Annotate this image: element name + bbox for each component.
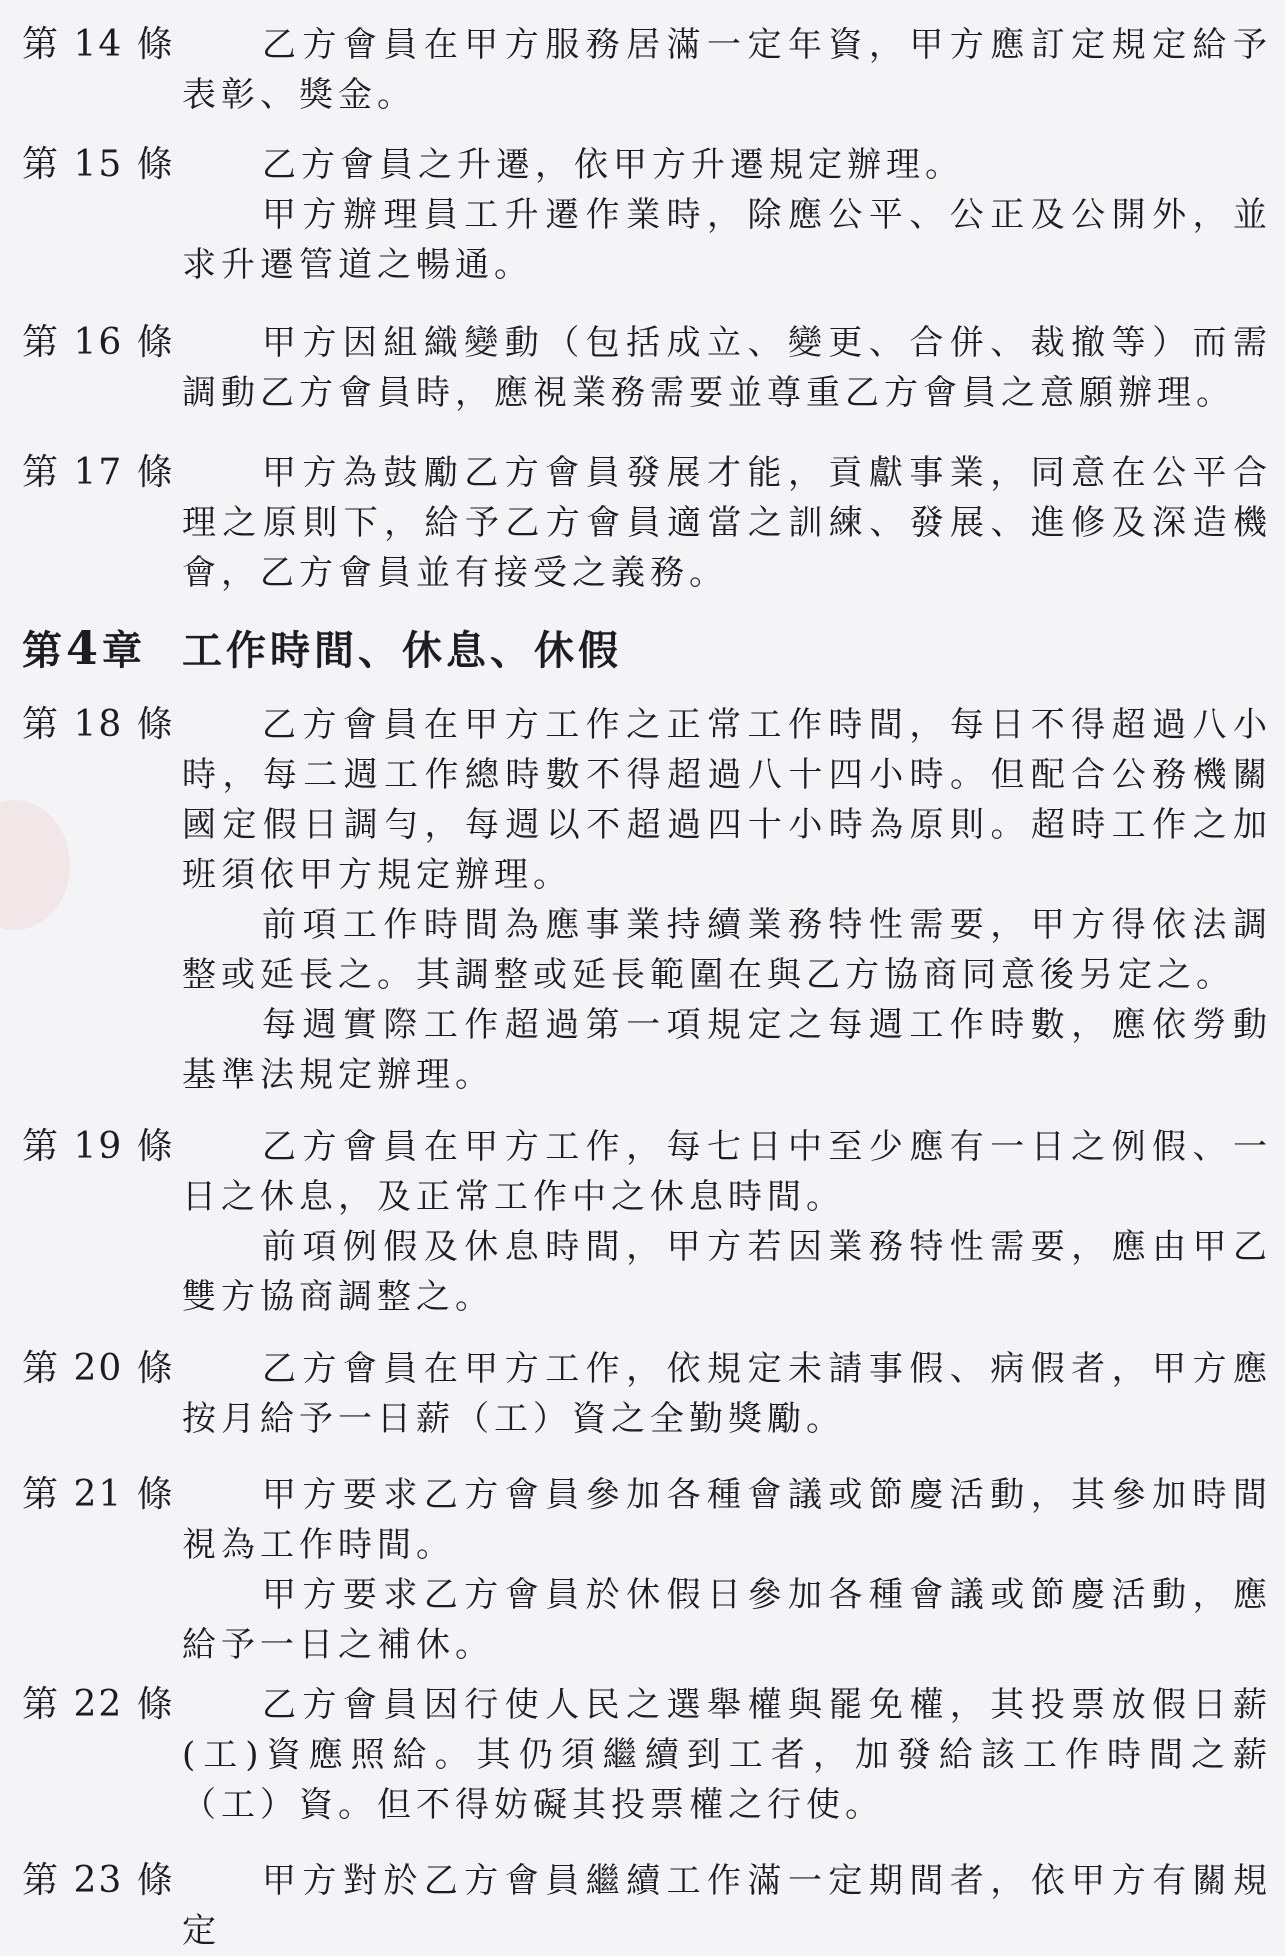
chapter-suffix: 章 — [102, 627, 147, 674]
article-paragraph: 乙方會員之升遷，依甲方升遷規定辦理。 — [262, 145, 964, 185]
article-paragraph: 前項工作時間為應事業持續業務特性需要，甲方得依法調整或延長之。其調整或延長範圍在與乙方協商同意後另定之。 — [182, 905, 1272, 995]
article-body — [182, 318, 1272, 418]
article-number: 第 15 條 — [22, 144, 175, 185]
article-number: 第 19 條 — [22, 1126, 175, 1167]
article-paragraph: 甲方對於乙方會員繼續工作滿一定期間者，依甲方有關規定 — [182, 1861, 1272, 1951]
article-body — [182, 1122, 1272, 1322]
article-number: 第 21 條 — [22, 1474, 175, 1515]
article-paragraph: 乙方會員因行使人民之選舉權與罷免權，其投票放假日薪(工)資應照給。其仍須繼續到工者，加發給該工作時間之薪（工）資。但不得妨礙其投票權之行使。 — [182, 1685, 1272, 1825]
article-paragraph: 乙方會員在甲方工作之正常工作時間，每日不得超過八小時，每二週工作總時數不得超過八十四小時。但配合公務機關國定假日調勻，每週以不超過四十小時為原則。超時工作之加班須依甲方規定辦理。 — [182, 705, 1272, 895]
article-number: 第 18 條 — [22, 704, 175, 745]
article-number: 第 17 條 — [22, 452, 175, 493]
article-paragraph: 甲方辦理員工升遷作業時，除應公平、公正及公開外，並求升遷管道之暢通。 — [182, 195, 1272, 285]
article-body — [182, 700, 1272, 1100]
chapter-prefix: 第 — [22, 627, 66, 674]
article-body — [182, 1470, 1272, 1670]
article-paragraph: 每週實際工作超過第一項規定之每週工作時數，應依勞動基準法規定辦理。 — [182, 1005, 1272, 1095]
chapter-number: 4 — [66, 621, 103, 675]
article-paragraph: 前項例假及休息時間，甲方若因業務特性需要，應由甲乙雙方協商調整之。 — [182, 1227, 1272, 1317]
article-number: 第 14 條 — [22, 24, 175, 65]
article-body — [182, 20, 1272, 120]
article-paragraph: 乙方會員在甲方工作，每七日中至少應有一日之例假、一日之休息，及正常工作中之休息時間。 — [182, 1127, 1272, 1217]
article-body — [182, 1856, 1272, 1956]
article-number: 第 22 條 — [22, 1684, 175, 1725]
chapter-heading — [22, 620, 622, 679]
article-body — [182, 1680, 1272, 1830]
red-stamp-bleed — [0, 800, 70, 930]
article-paragraph: 乙方會員在甲方服務居滿一定年資，甲方應訂定規定給予表彰、獎金。 — [182, 25, 1272, 115]
article-paragraph: 甲方要求乙方會員於休假日參加各種會議或節慶活動，應給予一日之補休。 — [182, 1575, 1272, 1665]
article-number: 第 23 條 — [22, 1860, 175, 1901]
article-body — [182, 1344, 1272, 1444]
article-paragraph: 甲方要求乙方會員參加各種會議或節慶活動，其參加時間視為工作時間。 — [182, 1475, 1272, 1565]
article-body — [182, 140, 1272, 290]
chapter-title: 工作時間、休息、休假 — [181, 627, 622, 674]
article-body — [182, 448, 1272, 598]
article-paragraph: 甲方因組織變動（包括成立、變更、合併、裁撤等）而需調動乙方會員時，應視業務需要並尊重乙方會員之意願辦理。 — [182, 323, 1272, 413]
article-number: 第 16 條 — [22, 322, 175, 363]
article-paragraph: 甲方為鼓勵乙方會員發展才能，貢獻事業，同意在公平合理之原則下，給予乙方會員適當之訓練、發展、進修及深造機會，乙方會員並有接受之義務。 — [182, 453, 1272, 593]
article-paragraph: 乙方會員在甲方工作，依規定未請事假、病假者，甲方應按月給予一日薪（工）資之全勤獎勵。 — [182, 1349, 1272, 1439]
article-number: 第 20 條 — [22, 1348, 175, 1389]
